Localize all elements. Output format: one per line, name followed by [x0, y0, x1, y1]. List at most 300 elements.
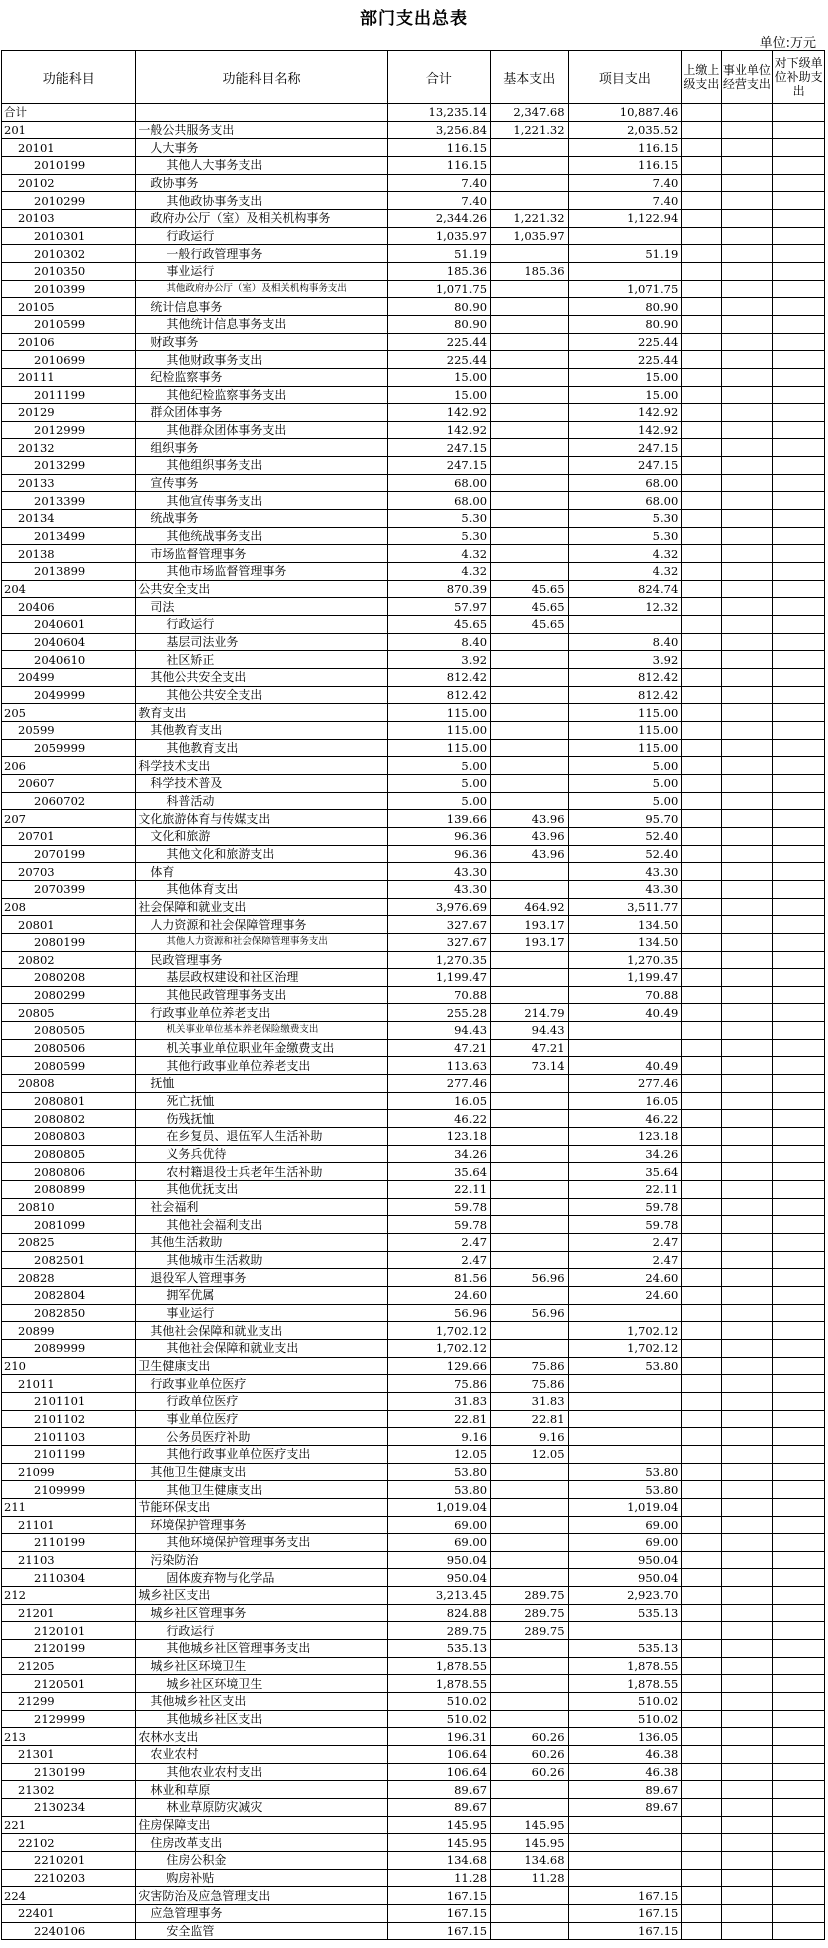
- table-row: [2, 192, 825, 210]
- row-upper-cell: [682, 1022, 721, 1040]
- row-basic-cell: [491, 474, 569, 492]
- row-code-cell: 20805: [2, 1004, 136, 1022]
- row-total-cell: 9.16: [387, 1428, 490, 1446]
- row-project-cell: 136.05: [568, 1728, 682, 1746]
- row-operate-cell: [721, 563, 773, 581]
- row-upper-cell: [682, 1128, 721, 1146]
- row-subsidy-cell: [773, 1587, 825, 1605]
- row-name-cell: 市场监督管理事务: [136, 545, 387, 563]
- row-basic-cell: [491, 1110, 569, 1128]
- row-name-cell: 行政运行: [136, 616, 387, 634]
- table-row: [2, 404, 825, 422]
- row-total-cell: 142.92: [387, 404, 490, 422]
- row-upper-cell: [682, 474, 721, 492]
- row-operate-cell: [721, 156, 773, 174]
- row-subsidy-cell: [773, 1181, 825, 1199]
- table-row: [2, 1375, 825, 1393]
- table-row: [2, 1445, 825, 1463]
- row-code-cell: 2070199: [2, 845, 136, 863]
- row-code-cell: 2080599: [2, 1057, 136, 1075]
- row-project-cell: 24.60: [568, 1286, 682, 1304]
- row-upper-cell: [682, 1604, 721, 1622]
- row-operate-cell: [721, 1763, 773, 1781]
- row-upper-cell: [682, 245, 721, 263]
- row-upper-cell: [682, 969, 721, 987]
- row-basic-cell: [491, 1922, 569, 1940]
- row-upper-cell: [682, 598, 721, 616]
- row-code-cell: 2210203: [2, 1869, 136, 1887]
- row-name-cell: 机关事业单位基本养老保险缴费支出: [136, 1022, 387, 1040]
- row-upper-cell: [682, 863, 721, 881]
- row-operate-cell: [721, 404, 773, 422]
- row-total-cell: 115.00: [387, 721, 490, 739]
- row-name-cell: 其他行政事业单位养老支出: [136, 1057, 387, 1075]
- row-name-cell: 拥军优属: [136, 1286, 387, 1304]
- row-basic-cell: [491, 192, 569, 210]
- row-code-cell: 合计: [2, 104, 136, 122]
- row-project-cell: [568, 1428, 682, 1446]
- row-total-cell: 289.75: [387, 1622, 490, 1640]
- row-operate-cell: [721, 1710, 773, 1728]
- table-row: [2, 933, 825, 951]
- row-subsidy-cell: [773, 1904, 825, 1922]
- row-basic-cell: [491, 1534, 569, 1552]
- row-project-cell: 51.19: [568, 245, 682, 263]
- row-operate-cell: [721, 368, 773, 386]
- row-total-cell: 68.00: [387, 474, 490, 492]
- row-subsidy-cell: [773, 404, 825, 422]
- row-project-cell: 1,270.35: [568, 951, 682, 969]
- row-upper-cell: [682, 510, 721, 528]
- row-project-cell: 70.88: [568, 986, 682, 1004]
- row-total-cell: 167.15: [387, 1922, 490, 1940]
- row-project-cell: [568, 1410, 682, 1428]
- row-operate-cell: [721, 333, 773, 351]
- row-name-cell: 其他行政事业单位医疗支出: [136, 1445, 387, 1463]
- row-total-cell: 106.64: [387, 1763, 490, 1781]
- row-code-cell: 2080199: [2, 933, 136, 951]
- row-code-cell: 20703: [2, 863, 136, 881]
- row-basic-cell: 45.65: [491, 598, 569, 616]
- row-basic-cell: 31.83: [491, 1392, 569, 1410]
- header-upper: 上缴上级支出: [682, 51, 721, 104]
- row-basic-cell: 464.92: [491, 898, 569, 916]
- row-upper-cell: [682, 1357, 721, 1375]
- row-code-cell: 20138: [2, 545, 136, 563]
- row-project-cell: 5.00: [568, 774, 682, 792]
- row-project-cell: [568, 1304, 682, 1322]
- row-upper-cell: [682, 1163, 721, 1181]
- row-upper-cell: [682, 1746, 721, 1764]
- row-name-cell: 其他群众团体事务支出: [136, 421, 387, 439]
- row-project-cell: 15.00: [568, 386, 682, 404]
- row-total-cell: 2,344.26: [387, 209, 490, 227]
- row-project-cell: 69.00: [568, 1534, 682, 1552]
- row-code-cell: 2080899: [2, 1181, 136, 1199]
- row-upper-cell: [682, 1799, 721, 1817]
- table-row: [2, 739, 825, 757]
- row-upper-cell: [682, 898, 721, 916]
- row-name-cell: 其他农业农村支出: [136, 1763, 387, 1781]
- row-operate-cell: [721, 315, 773, 333]
- row-basic-cell: [491, 1145, 569, 1163]
- row-basic-cell: [491, 1234, 569, 1252]
- row-subsidy-cell: [773, 1445, 825, 1463]
- row-code-cell: 2101101: [2, 1392, 136, 1410]
- row-code-cell: 2082850: [2, 1304, 136, 1322]
- row-operate-cell: [721, 1251, 773, 1269]
- table-row: [2, 1728, 825, 1746]
- row-basic-cell: [491, 774, 569, 792]
- row-code-cell: 20102: [2, 174, 136, 192]
- row-project-cell: 510.02: [568, 1693, 682, 1711]
- row-operate-cell: [721, 139, 773, 157]
- row-name-cell: 社区矫正: [136, 651, 387, 669]
- row-name-cell: 统战事务: [136, 510, 387, 528]
- row-project-cell: 95.70: [568, 810, 682, 828]
- row-operate-cell: [721, 1339, 773, 1357]
- row-name-cell: 其他市场监督管理事务: [136, 563, 387, 581]
- row-upper-cell: [682, 351, 721, 369]
- row-project-cell: 812.42: [568, 686, 682, 704]
- table-row: [2, 916, 825, 934]
- row-operate-cell: [721, 510, 773, 528]
- row-operate-cell: [721, 1675, 773, 1693]
- table-row: [2, 1851, 825, 1869]
- row-total-cell: 1,270.35: [387, 951, 490, 969]
- row-basic-cell: [491, 386, 569, 404]
- row-subsidy-cell: [773, 1481, 825, 1499]
- row-code-cell: 2013399: [2, 492, 136, 510]
- row-project-cell: 89.67: [568, 1781, 682, 1799]
- row-code-cell: 2080806: [2, 1163, 136, 1181]
- row-basic-cell: [491, 1092, 569, 1110]
- row-code-cell: 2082804: [2, 1286, 136, 1304]
- row-upper-cell: [682, 845, 721, 863]
- row-name-cell: 财政事务: [136, 333, 387, 351]
- row-total-cell: 1,199.47: [387, 969, 490, 987]
- row-name-cell: 其他社会福利支出: [136, 1216, 387, 1234]
- row-operate-cell: [721, 933, 773, 951]
- row-operate-cell: [721, 951, 773, 969]
- row-code-cell: 224: [2, 1887, 136, 1905]
- row-project-cell: 247.15: [568, 457, 682, 475]
- row-project-cell: 134.50: [568, 933, 682, 951]
- row-code-cell: 206: [2, 757, 136, 775]
- row-total-cell: 94.43: [387, 1022, 490, 1040]
- table-row: [2, 1551, 825, 1569]
- row-total-cell: 327.67: [387, 933, 490, 951]
- row-basic-cell: [491, 1075, 569, 1093]
- row-upper-cell: [682, 1092, 721, 1110]
- row-project-cell: [568, 262, 682, 280]
- row-subsidy-cell: [773, 510, 825, 528]
- row-code-cell: 2080506: [2, 1039, 136, 1057]
- row-subsidy-cell: [773, 1110, 825, 1128]
- row-project-cell: 134.50: [568, 916, 682, 934]
- row-project-cell: 80.90: [568, 298, 682, 316]
- row-basic-cell: 75.86: [491, 1357, 569, 1375]
- row-code-cell: 20899: [2, 1322, 136, 1340]
- table-row: [2, 1410, 825, 1428]
- row-operate-cell: [721, 1622, 773, 1640]
- row-code-cell: 2120199: [2, 1640, 136, 1658]
- row-total-cell: 15.00: [387, 386, 490, 404]
- header-project: 项目支出: [568, 51, 682, 104]
- row-upper-cell: [682, 792, 721, 810]
- row-operate-cell: [721, 457, 773, 475]
- row-name-cell: 公共安全支出: [136, 580, 387, 598]
- row-upper-cell: [682, 633, 721, 651]
- row-upper-cell: [682, 280, 721, 298]
- table-row: [2, 651, 825, 669]
- row-name-cell: 污染防治: [136, 1551, 387, 1569]
- row-code-cell: 2210201: [2, 1851, 136, 1869]
- row-code-cell: 2013299: [2, 457, 136, 475]
- row-total-cell: 113.63: [387, 1057, 490, 1075]
- row-name-cell: 其他人大事务支出: [136, 156, 387, 174]
- row-code-cell: 2013499: [2, 527, 136, 545]
- row-subsidy-cell: [773, 969, 825, 987]
- row-operate-cell: [721, 1234, 773, 1252]
- row-total-cell: 145.95: [387, 1816, 490, 1834]
- row-operate-cell: [721, 1657, 773, 1675]
- row-basic-cell: 43.96: [491, 845, 569, 863]
- table-row: [2, 1392, 825, 1410]
- row-name-cell: 农村籍退役士兵老年生活补助: [136, 1163, 387, 1181]
- row-total-cell: 5.00: [387, 757, 490, 775]
- row-upper-cell: [682, 439, 721, 457]
- table-row: [2, 474, 825, 492]
- row-total-cell: 3,976.69: [387, 898, 490, 916]
- row-subsidy-cell: [773, 192, 825, 210]
- row-total-cell: 870.39: [387, 580, 490, 598]
- row-code-cell: 2110199: [2, 1534, 136, 1552]
- row-basic-cell: [491, 1498, 569, 1516]
- row-subsidy-cell: [773, 1128, 825, 1146]
- row-operate-cell: [721, 209, 773, 227]
- table-row: [2, 1075, 825, 1093]
- row-subsidy-cell: [773, 457, 825, 475]
- table-row: [2, 1004, 825, 1022]
- row-name-cell: 其他文化和旅游支出: [136, 845, 387, 863]
- table-row: [2, 1640, 825, 1658]
- row-operate-cell: [721, 1286, 773, 1304]
- row-subsidy-cell: [773, 545, 825, 563]
- row-basic-cell: 73.14: [491, 1057, 569, 1075]
- row-operate-cell: [721, 1039, 773, 1057]
- row-project-cell: 43.30: [568, 880, 682, 898]
- row-code-cell: 2060702: [2, 792, 136, 810]
- row-project-cell: 7.40: [568, 174, 682, 192]
- row-operate-cell: [721, 1781, 773, 1799]
- row-upper-cell: [682, 1763, 721, 1781]
- row-name-cell: 安全监管: [136, 1922, 387, 1940]
- row-basic-cell: [491, 739, 569, 757]
- row-subsidy-cell: [773, 333, 825, 351]
- row-name-cell: 其他优抚支出: [136, 1181, 387, 1199]
- row-operate-cell: [721, 280, 773, 298]
- row-subsidy-cell: [773, 1869, 825, 1887]
- row-total-cell: 510.02: [387, 1710, 490, 1728]
- row-name-cell: 伤残抚恤: [136, 1110, 387, 1128]
- row-operate-cell: [721, 1904, 773, 1922]
- row-operate-cell: [721, 616, 773, 634]
- row-project-cell: [568, 1851, 682, 1869]
- row-operate-cell: [721, 1428, 773, 1446]
- row-subsidy-cell: [773, 1534, 825, 1552]
- row-basic-cell: [491, 156, 569, 174]
- row-upper-cell: [682, 704, 721, 722]
- row-operate-cell: [721, 1551, 773, 1569]
- row-operate-cell: [721, 1640, 773, 1658]
- row-name-cell: 人大事务: [136, 139, 387, 157]
- row-basic-cell: [491, 563, 569, 581]
- row-basic-cell: 11.28: [491, 1869, 569, 1887]
- row-name-cell: 固体废弃物与化学品: [136, 1569, 387, 1587]
- row-project-cell: 53.80: [568, 1463, 682, 1481]
- row-total-cell: 510.02: [387, 1693, 490, 1711]
- row-project-cell: 46.38: [568, 1746, 682, 1764]
- row-code-cell: 20801: [2, 916, 136, 934]
- row-code-cell: 20828: [2, 1269, 136, 1287]
- row-name-cell: 其他城乡社区支出: [136, 1710, 387, 1728]
- row-total-cell: 824.88: [387, 1604, 490, 1622]
- row-upper-cell: [682, 368, 721, 386]
- row-project-cell: 52.40: [568, 827, 682, 845]
- row-total-cell: 129.66: [387, 1357, 490, 1375]
- table-row: [2, 686, 825, 704]
- row-project-cell: 68.00: [568, 492, 682, 510]
- table-row: [2, 262, 825, 280]
- row-subsidy-cell: [773, 209, 825, 227]
- row-subsidy-cell: [773, 1022, 825, 1040]
- table-row: [2, 1304, 825, 1322]
- expenditure-table: [1, 50, 825, 1940]
- row-name-cell: 基层政权建设和社区治理: [136, 969, 387, 987]
- row-code-cell: 201: [2, 121, 136, 139]
- row-upper-cell: [682, 1251, 721, 1269]
- table-row: [2, 1339, 825, 1357]
- table-row: [2, 492, 825, 510]
- row-name-cell: 社会保障和就业支出: [136, 898, 387, 916]
- row-basic-cell: [491, 439, 569, 457]
- row-basic-cell: [491, 351, 569, 369]
- row-total-cell: 80.90: [387, 298, 490, 316]
- row-project-cell: 4.32: [568, 563, 682, 581]
- row-upper-cell: [682, 1728, 721, 1746]
- row-upper-cell: [682, 492, 721, 510]
- table-body: [2, 104, 825, 1940]
- row-name-cell: 其他组织事务支出: [136, 457, 387, 475]
- row-upper-cell: [682, 1339, 721, 1357]
- row-total-cell: 185.36: [387, 262, 490, 280]
- row-project-cell: 535.13: [568, 1640, 682, 1658]
- table-row: [2, 1799, 825, 1817]
- table-row: [2, 810, 825, 828]
- table-row: [2, 156, 825, 174]
- row-name-cell: 统计信息事务: [136, 298, 387, 316]
- row-code-cell: 20111: [2, 368, 136, 386]
- row-project-cell: 167.15: [568, 1887, 682, 1905]
- row-code-cell: 2059999: [2, 739, 136, 757]
- row-total-cell: 1,878.55: [387, 1657, 490, 1675]
- row-operate-cell: [721, 669, 773, 687]
- row-total-cell: 16.05: [387, 1092, 490, 1110]
- table-row: [2, 580, 825, 598]
- row-total-cell: 45.65: [387, 616, 490, 634]
- table-row: [2, 1428, 825, 1446]
- table-row: [2, 704, 825, 722]
- row-basic-cell: [491, 1181, 569, 1199]
- row-basic-cell: [491, 545, 569, 563]
- row-project-cell: 59.78: [568, 1216, 682, 1234]
- row-upper-cell: [682, 1693, 721, 1711]
- row-subsidy-cell: [773, 262, 825, 280]
- row-total-cell: 4.32: [387, 545, 490, 563]
- row-upper-cell: [682, 1922, 721, 1940]
- row-operate-cell: [721, 1728, 773, 1746]
- row-operate-cell: [721, 1357, 773, 1375]
- row-total-cell: 5.30: [387, 527, 490, 545]
- row-subsidy-cell: [773, 827, 825, 845]
- row-project-cell: 2,035.52: [568, 121, 682, 139]
- row-operate-cell: [721, 1887, 773, 1905]
- row-subsidy-cell: [773, 1498, 825, 1516]
- row-operate-cell: [721, 1004, 773, 1022]
- row-basic-cell: [491, 1198, 569, 1216]
- row-operate-cell: [721, 721, 773, 739]
- row-project-cell: 1,071.75: [568, 280, 682, 298]
- row-basic-cell: 1,035.97: [491, 227, 569, 245]
- row-basic-cell: [491, 721, 569, 739]
- row-basic-cell: [491, 1710, 569, 1728]
- row-upper-cell: [682, 651, 721, 669]
- row-total-cell: 89.67: [387, 1781, 490, 1799]
- row-code-cell: 20499: [2, 669, 136, 687]
- row-upper-cell: [682, 1057, 721, 1075]
- row-project-cell: 812.42: [568, 669, 682, 687]
- row-operate-cell: [721, 1604, 773, 1622]
- row-project-cell: 115.00: [568, 704, 682, 722]
- row-code-cell: 20105: [2, 298, 136, 316]
- table-row: [2, 527, 825, 545]
- row-subsidy-cell: [773, 139, 825, 157]
- row-subsidy-cell: [773, 1410, 825, 1428]
- row-total-cell: 1,702.12: [387, 1339, 490, 1357]
- row-total-cell: 812.42: [387, 686, 490, 704]
- row-upper-cell: [682, 104, 721, 122]
- row-name-cell: 灾害防治及应急管理支出: [136, 1887, 387, 1905]
- row-total-cell: 15.00: [387, 368, 490, 386]
- row-subsidy-cell: [773, 774, 825, 792]
- row-operate-cell: [721, 686, 773, 704]
- row-code-cell: 2010199: [2, 156, 136, 174]
- row-subsidy-cell: [773, 1728, 825, 1746]
- row-basic-cell: 94.43: [491, 1022, 569, 1040]
- row-subsidy-cell: [773, 245, 825, 263]
- row-basic-cell: 43.96: [491, 810, 569, 828]
- row-code-cell: 213: [2, 1728, 136, 1746]
- row-project-cell: 4.32: [568, 545, 682, 563]
- row-basic-cell: [491, 1781, 569, 1799]
- table-row: [2, 1110, 825, 1128]
- row-subsidy-cell: [773, 368, 825, 386]
- row-total-cell: 139.66: [387, 810, 490, 828]
- row-subsidy-cell: [773, 280, 825, 298]
- row-project-cell: 115.00: [568, 739, 682, 757]
- row-code-cell: 2101103: [2, 1428, 136, 1446]
